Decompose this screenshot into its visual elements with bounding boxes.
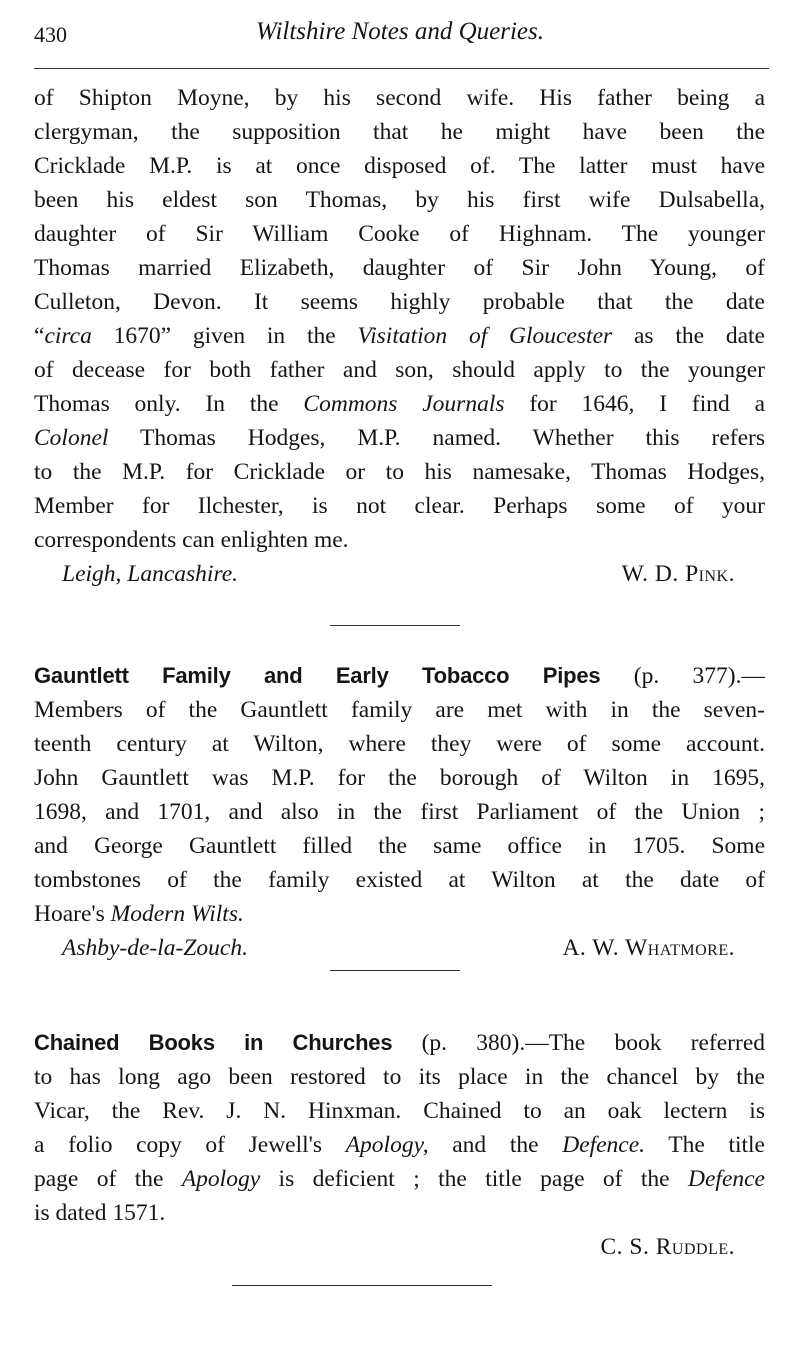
text-segment: and the <box>428 1132 563 1158</box>
text-segment: been his eldest son Thomas, by his first wife Dulsabella, <box>34 187 765 213</box>
text-line <box>34 421 765 455</box>
text-segment: Thomas only. In the <box>34 391 304 417</box>
text-line <box>34 353 765 387</box>
text-segment: to the M.P. for Cricklade or to his namesake, Thomas Hodges, <box>34 459 765 485</box>
italic-text: Visitation of Gloucester <box>357 323 613 349</box>
text-segment: is dated 1571. <box>34 1200 166 1226</box>
header-rule <box>34 68 769 69</box>
italic-text: Modern Wilts. <box>110 901 244 927</box>
text-line <box>34 183 765 217</box>
text-line <box>34 489 765 523</box>
signature-place: Ashby-de-la-Zouch. <box>62 935 248 961</box>
note-chained-books <box>34 1026 765 1264</box>
text-segment: Member for Ilchester, is not clear. Perhaps some of your <box>34 493 765 519</box>
signature-line <box>34 931 765 965</box>
signature-author: A. W. Whatmore. <box>562 935 735 961</box>
text-segment: a folio copy of Jewell's <box>34 1132 346 1158</box>
text-segment: clergyman, the supposition that he might have been the <box>34 119 765 145</box>
text-segment: (p. 377).— <box>600 663 765 689</box>
italic-text: Defence. <box>562 1132 646 1158</box>
note-title: Gauntlett Family and Early Tobacco Pipes <box>34 663 601 688</box>
text-segment: is deficient ; the title page of the <box>260 1166 689 1192</box>
text-segment: of decease for both father and son, should apply to the younger <box>34 357 765 383</box>
text-line <box>34 761 765 795</box>
text-line <box>34 795 765 829</box>
italic-text: Colonel <box>34 425 109 451</box>
italic-text: Apology <box>181 1166 261 1192</box>
text-line <box>34 523 765 557</box>
text-segment: tombstones of the family existed at Wilton at the date of <box>34 867 765 893</box>
signature-author: W. D. Pink. <box>621 561 735 587</box>
text-line <box>34 251 765 285</box>
section-divider <box>330 970 460 971</box>
section-divider <box>232 1285 492 1286</box>
italic-text: circa <box>44 323 92 349</box>
text-segment: to has long ago been restored to its place in the chancel by the <box>34 1064 765 1090</box>
text-segment: Hoare's <box>34 901 111 927</box>
note-title: Chained Books in Churches <box>34 1030 393 1055</box>
text-line <box>34 217 765 251</box>
signature-line <box>34 557 765 591</box>
text-line <box>34 115 765 149</box>
text-line <box>34 897 765 931</box>
text-segment: John Gauntlett was M.P. for the borough of Wilton in 1695, <box>34 765 765 791</box>
section-divider <box>330 625 460 626</box>
text-segment: The title <box>645 1132 765 1158</box>
text-segment: 1670” given in the <box>91 323 358 349</box>
text-line <box>34 693 765 727</box>
text-segment: Members of the Gauntlett family are met with in the seven- <box>34 697 765 723</box>
text-segment: correspondents can enlighten me. <box>34 527 349 553</box>
text-line <box>34 829 765 863</box>
text-segment: Thomas Hodges, M.P. named. Whether this refers <box>108 425 765 451</box>
text-line <box>34 1060 765 1094</box>
running-title: Wiltshire Notes and Queries. <box>256 18 544 45</box>
text-segment: page of the <box>34 1166 182 1192</box>
note-gauntlett-family <box>34 659 765 965</box>
text-segment: for 1646, I find a <box>504 391 766 417</box>
text-segment: (p. 380).—The book referred <box>392 1030 766 1056</box>
text-line <box>34 863 765 897</box>
text-segment: as the date <box>612 323 765 349</box>
text-line <box>34 387 765 421</box>
text-line <box>34 455 765 489</box>
signature-line <box>34 1230 765 1264</box>
text-line <box>34 285 765 319</box>
text-segment: daughter of Sir William Cooke of Highnam. The younger <box>34 221 765 247</box>
text-segment: teenth century at Wilton, where they were of some account. <box>34 731 765 757</box>
text-segment: 1698, and 1701, and also in the first Parliament of the Union ; <box>34 799 765 825</box>
text-segment: Vicar, the Rev. J. N. Hinxman. Chained to an oak lectern is <box>34 1098 765 1124</box>
italic-text: Commons Journals <box>303 391 505 417</box>
text-segment: Culleton, Devon. It seems highly probable that the date <box>34 289 765 315</box>
italic-text: Defence <box>688 1166 765 1192</box>
note-heading-line <box>34 1026 765 1060</box>
italic-text: Apology, <box>345 1132 429 1158</box>
text-line <box>34 1162 765 1196</box>
text-segment: “ <box>34 323 45 349</box>
text-line <box>34 319 765 353</box>
text-segment: Thomas married Elizabeth, daughter of Sir John Young, of <box>34 255 765 281</box>
page-number: 430 <box>34 22 67 47</box>
note-heading-line <box>34 659 765 693</box>
text-line <box>34 1128 765 1162</box>
text-line <box>34 149 765 183</box>
text-line <box>34 727 765 761</box>
note-pink <box>34 81 765 591</box>
signature-place: Leigh, Lancashire. <box>62 561 239 587</box>
text-segment: Cricklade M.P. is at once disposed of. The latter must have <box>34 153 765 179</box>
signature-author: C. S. Ruddle. <box>600 1234 735 1260</box>
text-segment: and George Gauntlett filled the same office in 1705. Some <box>34 833 765 859</box>
text-line <box>34 1094 765 1128</box>
text-line <box>34 1196 765 1230</box>
text-segment: of Shipton Moyne, by his second wife. His father being a <box>34 85 765 111</box>
text-line <box>34 81 765 115</box>
